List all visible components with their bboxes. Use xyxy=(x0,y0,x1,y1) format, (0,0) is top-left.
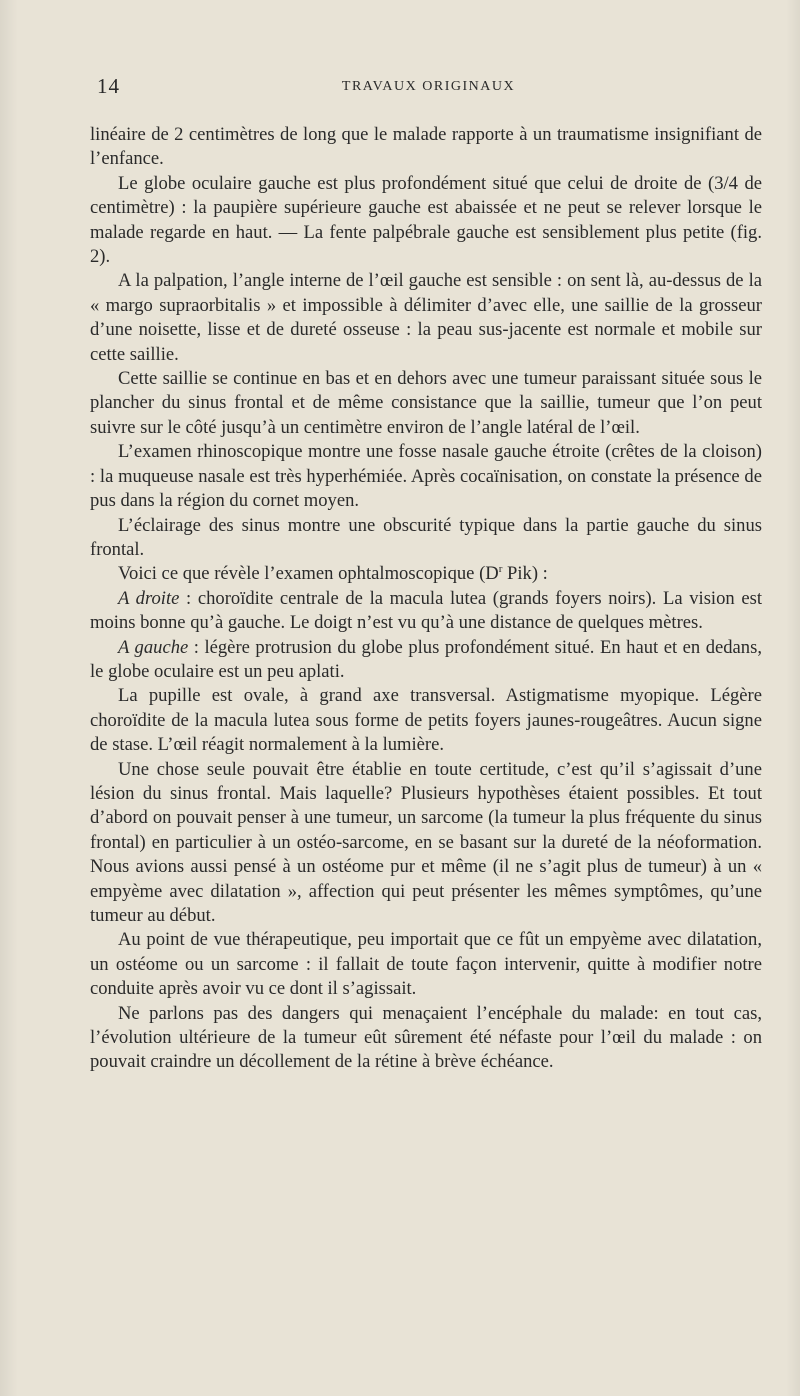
page-number: 14 xyxy=(97,74,120,98)
paragraph: Au point de vue thérapeutique, peu importait que ce fût un empyème avec dilatation, un ostéome ou un sarcome : il fallait de toute façon intervenir, quitte à modifier notre conduite après avoir vu ce dont il s’agissait. xyxy=(90,929,762,1000)
paragraph xyxy=(90,562,762,586)
paragraph: L’éclairage des sinus montre une obscurité typique dans la partie gauche du sinus frontal. xyxy=(90,514,762,560)
italic-lead: A gauche xyxy=(118,636,189,658)
italic-lead: A droite xyxy=(118,587,180,609)
paragraph: Ne parlons pas des dangers qui menaçaient l’encéphale du malade: en tout cas, l’évolution ultérieure de la tumeur eût sûrement été néfaste pour l’œil du malade : on pouvait craindre un décollement de la rétine à brève échéance. xyxy=(90,1002,762,1073)
paragraph: Une chose seule pouvait être établie en toute certitude, c’est qu’il s’agissait d’une lésion du sinus frontal. Mais laquelle? Plusieurs hypothèses étaient possibles. Et tout d’abord on pouvait penser à une tumeur, un sarcome (la tumeur la plus fréquente du sinus frontal) en particulier à un ostéo-sarcome, en se basant sur la dureté de la néoformation. Nous avions aussi pensé à un ostéome pur et même (il ne s’agit plus de tumeur) à un « empyème avec dilatation », affection qui peut présenter les mêmes symptômes, qu’une tumeur au début. xyxy=(90,758,762,926)
paragraph xyxy=(90,636,762,685)
paragraph: A la palpation, l’angle interne de l’œil gauche est sensible : on sent là, au-dessus de la « margo supraorbitalis » et impossible à délimiter d’avec elle, une saillie de la grosseur d’une noisette, lisse et de dureté osseuse : la peau sus-jacente est normale et mobile sur cette saillie. xyxy=(90,270,762,365)
paragraph: La pupille est ovale, à grand axe transversal. Astigmatisme myopique. Légère choroïdite de la macula lutea sous forme de petits foyers jaunes-rougeâtres. Aucun signe de stase. L’œil réagit normalement à la lumière. xyxy=(90,685,762,756)
superscript: r xyxy=(498,563,503,576)
paragraph: Cette saillie se continue en bas et en dehors avec une tumeur paraissant située sous le plancher du sinus frontal et de même consistance que la saillie, tumeur que l’on peut suivre sur le côté jusqu’à un centimètre environ de l’angle latéral de l’œil. xyxy=(90,368,762,438)
paragraph: L’examen rhinoscopique montre une fosse nasale gauche étroite (crêtes de la cloison) : la muqueuse nasale est très hyperhémiée. Après cocaïnisation, on constate la présence de pus dans la région du cornet moyen. xyxy=(90,441,762,512)
paragraph-text: Pik) : xyxy=(502,563,548,585)
paragraph xyxy=(90,587,762,636)
paragraph: linéaire de 2 centimètres de long que le malade rapporte à un traumatisme insignifiant de l’enfance. xyxy=(90,124,762,170)
paragraph-text: : légère protrusion du globe plus profondément situé. En haut et en dedans, le globe oculaire est un peu aplati. xyxy=(90,636,762,682)
paragraph-text: : choroïdite centrale de la macula lutea (grands foyers noirs). La vision est moins bonne qu’à gauche. Le doigt n’est vu qu’à une distance de quelques mètres. xyxy=(90,587,762,634)
running-title: TRAVAUX ORIGINAUX xyxy=(341,79,516,94)
page-header xyxy=(97,74,760,104)
paragraph: Le globe oculaire gauche est plus profondément situé que celui de droite de (3/4 de centimètre) : la paupière supérieure gauche est abaissée et ne peut se relever lorsque le malade regarde en haut. — La fente palpébrale gauche est sensiblement plus petite (fig. 2). xyxy=(90,172,762,268)
paragraph-text: Voici ce que révèle l’examen ophtalmoscopique (D xyxy=(118,563,499,585)
body-text xyxy=(90,123,762,1075)
